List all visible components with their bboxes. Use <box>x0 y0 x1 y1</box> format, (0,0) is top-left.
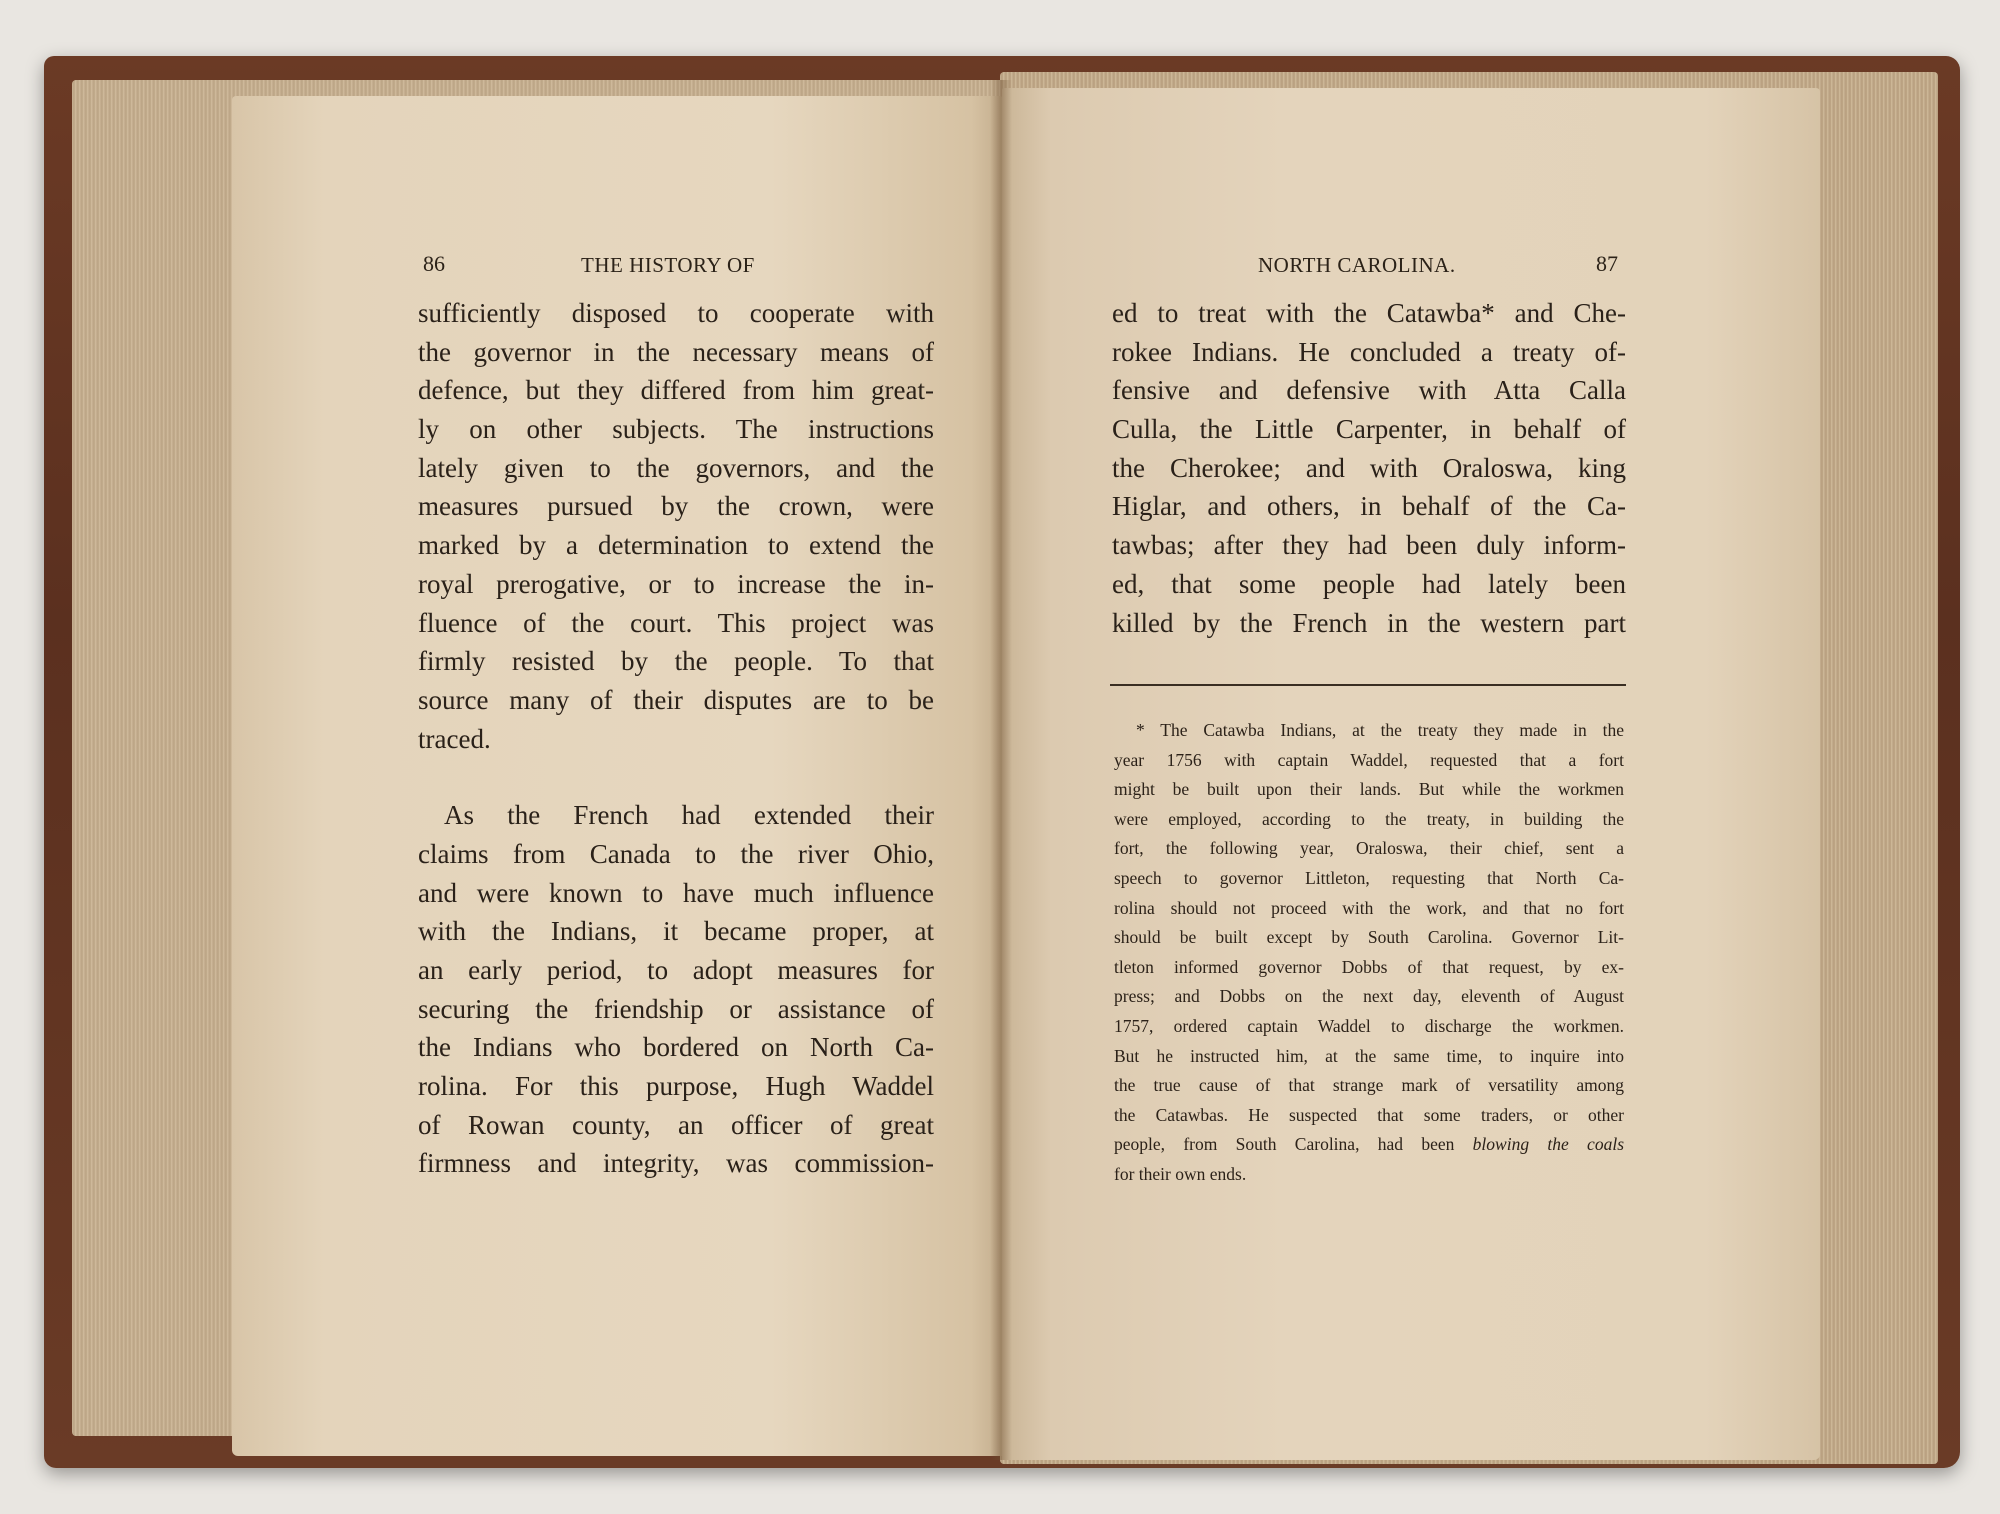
footnote-line: speech to governor Littleton, requesting that North Ca- <box>1114 867 1624 888</box>
text-line: fluence of the court. This project was <box>418 607 934 638</box>
text-line: Culla, the Little Carpenter, in behalf of <box>1112 414 1626 445</box>
text-line: ed to treat with the Catawba* and Che- <box>1112 298 1626 328</box>
text-line: source many of their disputes are to be <box>418 684 934 715</box>
text-line: firmly resisted by the people. To that <box>418 646 934 677</box>
left-paragraph-1 <box>418 294 934 758</box>
footnote-italic-phrase: blowing the coals <box>1472 1134 1625 1155</box>
text-line: the Indians who bordered on North Ca- <box>418 1032 934 1063</box>
footnote-line: should be built except by South Carolina. Governor Lit- <box>1114 927 1624 948</box>
footnote-line: were employed, according to the treaty, in building the <box>1114 808 1624 829</box>
text-line: killed by the French in the western part <box>1112 607 1626 638</box>
right-page-number: 87 <box>1596 251 1618 276</box>
text-line: claims from Canada to the river Ohio, <box>418 838 934 869</box>
text-line: ly on other subjects. The instructions <box>418 414 934 445</box>
footnote-text: people, from South Carolina, had been <box>1114 1134 1455 1155</box>
right-paragraph-1 <box>1112 294 1626 642</box>
text-line: rolina. For this purpose, Hugh Waddel <box>418 1071 934 1102</box>
text-line: the governor in the necessary means of <box>418 336 934 367</box>
text-line: securing the friendship or assistance of <box>418 993 934 1024</box>
left-paragraph-2 <box>418 796 934 1183</box>
footnote-line <box>1114 1130 1624 1160</box>
right-running-head: NORTH CAROLINA. <box>1258 253 1456 277</box>
footnote-line: fort, the following year, Oraloswa, their chief, sent a <box>1114 838 1624 859</box>
text-line: tawbas; after they had been duly inform- <box>1112 530 1626 561</box>
book-gutter <box>990 80 1012 1460</box>
text-line: ed, that some people had lately been <box>1112 568 1626 599</box>
left-page-body <box>418 294 934 1183</box>
footnote-line: rolina should not proceed with the work, and that no fort <box>1114 897 1624 918</box>
footnote <box>1114 716 1624 1190</box>
text-line: with the Indians, it became proper, at <box>418 916 934 947</box>
footnote-line: 1757, ordered captain Waddel to discharge the workmen. <box>1114 1015 1624 1036</box>
text-line: royal prerogative, or to increase the in- <box>418 568 934 599</box>
text-line: sufficiently disposed to cooperate with <box>418 298 934 328</box>
footnote-line: might be built upon their lands. But while the workmen <box>1114 779 1624 800</box>
text-line: marked by a determination to extend the <box>418 530 934 561</box>
left-page-number: 86 <box>423 251 445 276</box>
footnote-line: * The Catawba Indians, at the treaty they made in the <box>1136 720 1624 740</box>
text-line: rokee Indians. He concluded a treaty of- <box>1112 336 1626 367</box>
text-line: fensive and defensive with Atta Calla <box>1112 375 1626 406</box>
text-line: Higlar, and others, in behalf of the Ca- <box>1112 491 1626 522</box>
text-line: measures pursued by the crown, were <box>418 491 934 522</box>
text-line: of Rowan county, an officer of great <box>418 1109 934 1140</box>
left-running-head: THE HISTORY OF <box>581 253 755 277</box>
text-line: lately given to the governors, and the <box>418 452 934 483</box>
footnote-line: But he instructed him, at the same time, to inquire into <box>1114 1045 1624 1066</box>
footnote-rule <box>1110 684 1626 686</box>
text-line: traced. <box>418 723 491 754</box>
text-line: firmness and integrity, was commission- <box>418 1148 934 1179</box>
right-page-body <box>1112 294 1626 642</box>
footnote-line: year 1756 with captain Waddel, requested that a fort <box>1114 749 1624 770</box>
footnote-line: for their own ends. <box>1114 1163 1247 1184</box>
footnote-line: the true cause of that strange mark of versatility among <box>1114 1075 1624 1096</box>
text-line: As the French had extended their <box>444 800 934 831</box>
footnote-line: press; and Dobbs on the next day, eleventh of August <box>1114 986 1624 1007</box>
footnote-line: the Catawbas. He suspected that some traders, or other <box>1114 1104 1624 1125</box>
text-line: the Cherokee; and with Oraloswa, king <box>1112 452 1626 483</box>
footnote-line: tleton informed governor Dobbs of that request, by ex- <box>1114 956 1624 977</box>
text-line: and were known to have much influence <box>418 877 934 908</box>
text-line: an early period, to adopt measures for <box>418 955 934 985</box>
text-line: defence, but they differed from him great- <box>418 375 934 406</box>
